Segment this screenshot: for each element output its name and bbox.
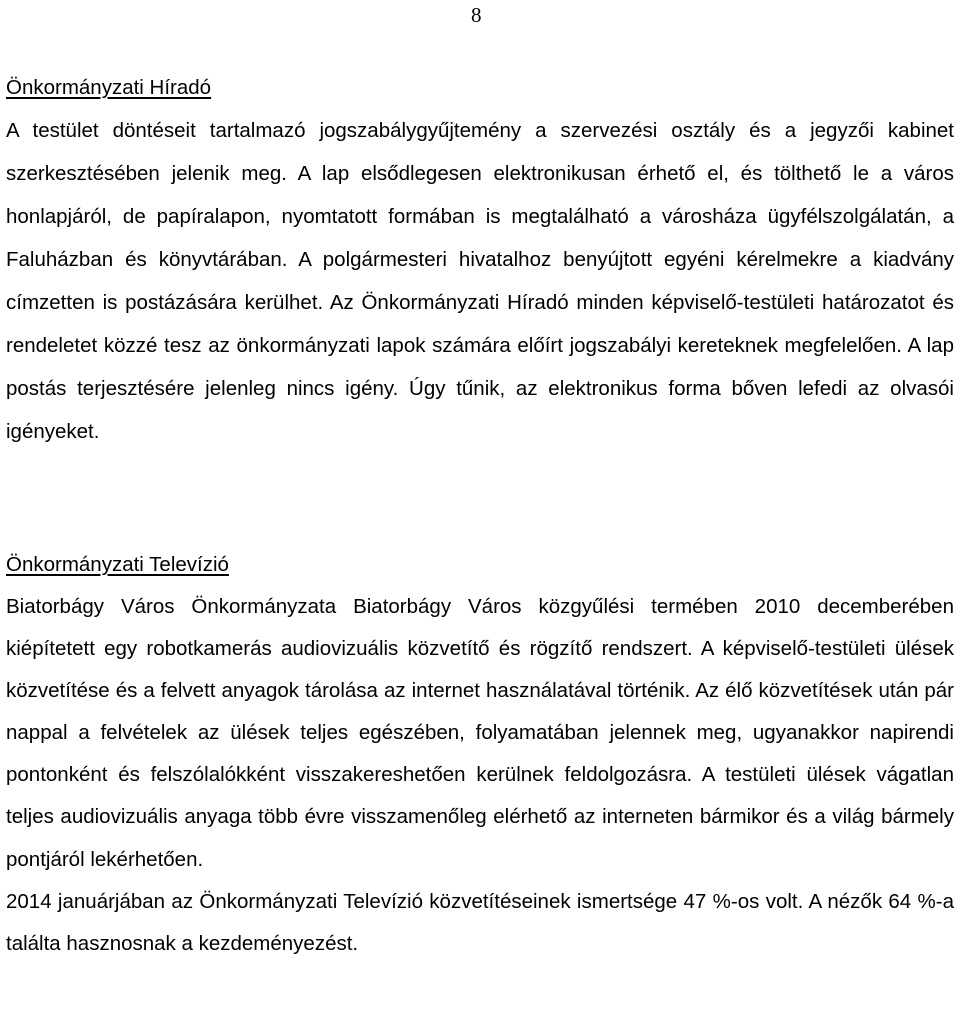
section-title: Önkormányzati Híradó — [6, 76, 212, 99]
paragraph: 2014 januárjában az Önkormányzati Televízió közvetítéseinek ismertsége 47 %-os volt. A nézők 64 %-a találta hasznosnak a kezdeményezést. — [6, 889, 954, 955]
page-number: 8 — [471, 3, 482, 27]
section-title: Önkormányzati Televízió — [6, 553, 229, 576]
section-onkormanyzati-hirado — [6, 66, 954, 453]
paragraph: Biatorbágy Város Önkormányzata Biatorbágy Város közgyűlési termében 2010 decemberében kiépítetett egy robotkamerás audiovizuális közvetítő és rögzítő rendszert. A képviselő-testületi ülések közvetítése és a felvett anyagok tárolása az internet használatával történik. Az élő közvetítések után pár nappal a felvételek az ülések teljes egészében, folyamatában jelennek meg, ugyanakkor napirendi pontonként és felszólalókként visszakereshetően kerülnek feldolgozásra. A testületi ülések vágatlan teljes audiovizuális anyaga több évre visszamenőleg elérhető az interneten bármikor és a világ bármely pontjáról lekérhetően. — [6, 595, 954, 871]
section-onkormanyzati-televizio — [6, 544, 954, 965]
paragraph: A testület döntéseit tartalmazó jogszabálygyűjtemény a szervezési osztály és a jegyzői kabinet szerkesztésében jelenik meg. A lap elsődlegesen elektronikusan érhető el, és tölthető le a város honlapjáról, de papíralapon, nyomtatott formában is megtalálható a városháza ügyfélszolgálatán, a Faluházban és könyvtárában. A polgármesteri hivatalhoz benyújtott egyéni kérelmekre a kiadvány címzetten is postázására kerülhet. Az Önkormányzati Híradó minden képviselő-testületi határozatot és rendeletet közzé tesz az önkormányzati lapok számára előírt jogszabályi kereteknek megfelelően. A lap postás terjesztésére jelenleg nincs igény. Úgy tűnik, az elektronikus forma bőven lefedi az olvasói igényeket. — [6, 119, 954, 443]
